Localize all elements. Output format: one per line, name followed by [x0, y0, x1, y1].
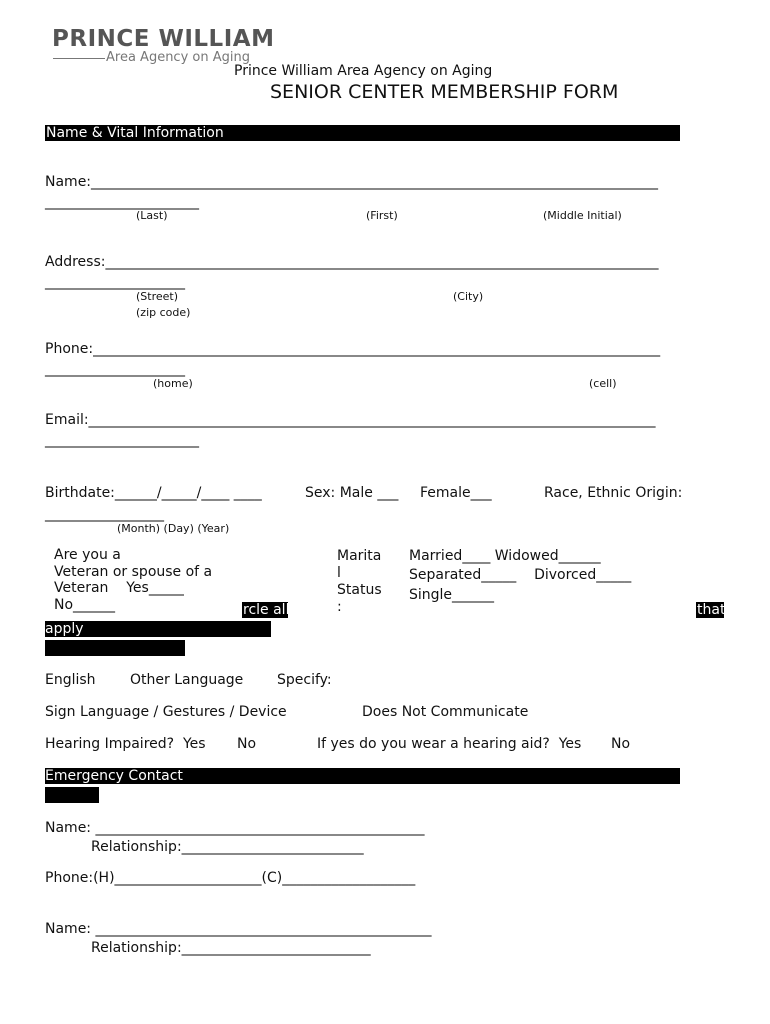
- address-field-cont[interactable]: ____________________: [45, 274, 185, 290]
- email-field[interactable]: Email:_________________________________________________________________________________: [45, 412, 656, 428]
- emergency-relationship-1-field[interactable]: Relationship:__________________________: [91, 839, 364, 855]
- phone-home-label: (home): [153, 377, 193, 390]
- circle-text-1: rcle all: [243, 602, 290, 618]
- name-middle-label: (Middle Initial): [543, 209, 622, 222]
- emergency-phone-field[interactable]: Phone:(H)_____________________(C)___________________: [45, 870, 416, 886]
- language-sign-option[interactable]: Sign Language / Gestures / Device: [45, 704, 287, 720]
- birthdate-field[interactable]: Birthdate:______/_____/____ ____: [45, 485, 262, 501]
- section-title-emergency: Emergency Contact: [45, 768, 183, 784]
- phone-field[interactable]: Phone:_________________________________________________________________________________: [45, 341, 661, 357]
- marital-label: Marita: [337, 548, 382, 564]
- phone-field-cont[interactable]: ____________________: [45, 361, 185, 377]
- hearing-aid-yes-option[interactable]: If yes do you wear a hearing aid? Yes: [317, 736, 582, 752]
- marital-separated-divorced[interactable]: Separated_____ Divorced_____: [409, 567, 632, 583]
- address-city-label: (City): [453, 290, 484, 303]
- marital-married-widowed[interactable]: Married____ Widowed______: [409, 548, 601, 564]
- hearing-aid-no-option[interactable]: No: [611, 736, 631, 752]
- marital-label-colon: :: [337, 599, 342, 615]
- section-title-vital: Name & Vital Information: [46, 125, 224, 141]
- logo-rule: [53, 58, 105, 59]
- sex-female-option[interactable]: Female___: [420, 485, 492, 501]
- language-specify-label: Specify:: [277, 672, 332, 688]
- language-other-option[interactable]: Other Language: [130, 672, 244, 688]
- veteran-question-cont: Veteran or spouse of a: [54, 564, 213, 580]
- birthdate-format-label: (Month) (Day) (Year): [117, 522, 230, 535]
- name-last-label: (Last): [136, 209, 168, 222]
- circle-bar-4: [45, 640, 185, 656]
- language-english-option[interactable]: English: [45, 672, 96, 688]
- agency-name: Prince William Area Agency on Aging: [234, 63, 493, 79]
- sex-male-option[interactable]: Sex: Male ___: [305, 485, 399, 501]
- veteran-no-option[interactable]: No______: [54, 597, 116, 613]
- name-field[interactable]: Name:_________________________________________________________________________________: [45, 174, 659, 190]
- logo-title: PRINCE WILLIAM: [52, 26, 275, 52]
- language-none-option[interactable]: Does Not Communicate: [362, 704, 529, 720]
- email-field-cont[interactable]: ______________________: [45, 432, 199, 448]
- circle-text-3: apply: [45, 621, 84, 637]
- form-title: SENIOR CENTER MEMBERSHIP FORM: [270, 81, 619, 103]
- hearing-no-option[interactable]: No: [237, 736, 257, 752]
- logo-subtitle: Area Agency on Aging: [106, 50, 250, 65]
- veteran-question: Are you a: [54, 547, 121, 563]
- hearing-yes-option[interactable]: Hearing Impaired? Yes: [45, 736, 206, 752]
- emergency-name-2-field[interactable]: Name: ________________________________________________: [45, 921, 432, 937]
- phone-cell-label: (cell): [589, 377, 617, 390]
- race-label: Race, Ethnic Origin:: [544, 485, 683, 501]
- section-bar-emergency-cont: [45, 787, 99, 803]
- circle-text-2: that: [697, 602, 726, 618]
- race-field[interactable]: _________________: [45, 506, 164, 522]
- address-street-label: (Street): [136, 290, 179, 303]
- marital-label-status: Status: [337, 582, 382, 598]
- name-first-label: (First): [366, 209, 398, 222]
- veteran-yes-option[interactable]: Veteran Yes_____: [54, 580, 184, 596]
- name-field-cont[interactable]: ______________________: [45, 194, 199, 210]
- emergency-name-1-field[interactable]: Name: _______________________________________________: [45, 820, 425, 836]
- marital-label-cont: l: [337, 565, 341, 581]
- address-zip-label: (zip code): [136, 306, 191, 319]
- address-field[interactable]: Address:_______________________________________________________________________________: [45, 254, 659, 270]
- marital-single[interactable]: Single______: [409, 587, 495, 603]
- emergency-relationship-2-field[interactable]: Relationship:___________________________: [91, 940, 371, 956]
